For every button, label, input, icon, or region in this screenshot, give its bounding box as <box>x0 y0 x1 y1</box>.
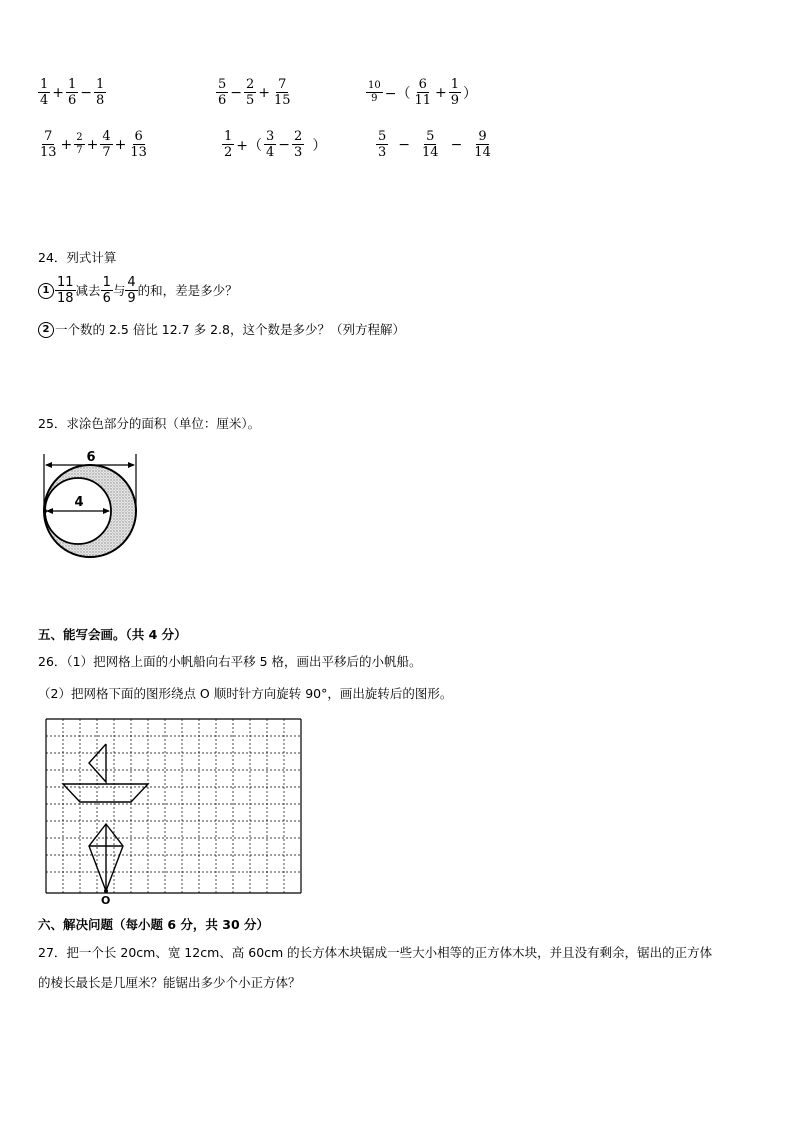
q26-part2: （2）把网格下面的图形绕点 O 顺时针方向旋转 90°，画出旋转后的图形。 <box>38 686 453 701</box>
expression-3: $\frac{10}{9}$ −（ $\frac{6}{11}$ + $\frac{1}{9}$ ） <box>368 77 478 108</box>
point-o-label: O <box>101 894 111 907</box>
kite-shape <box>89 824 123 891</box>
q24-title: 24．列式计算 <box>38 250 117 265</box>
fraction: $\frac{10}{9}$ <box>368 80 381 104</box>
fraction: $\frac{1}{9}$ <box>450 77 460 108</box>
fraction: $\frac{2}{7}$ <box>76 132 83 156</box>
fraction: $\frac{1}{6}$ <box>68 77 77 108</box>
q26-part1: 26．（1）把网格上面的小帆船向右平移 5 格，画出平移后的小帆船。 <box>38 654 422 669</box>
fraction: $\frac{3}{4}$ <box>266 129 275 160</box>
fraction: $\frac{6}{13}$ <box>130 129 147 160</box>
grid-figure <box>38 716 306 916</box>
q24-part2: 2 一个数的 2.5 倍比 12.7 多 2.8，这个数是多少？（列方程解） <box>38 321 405 339</box>
fraction: $\frac{1}{2}$ <box>224 129 233 160</box>
inner-label: 4 <box>74 495 84 510</box>
fraction: $\frac{5}{3}$ <box>378 129 387 160</box>
fraction: $\frac{6}{11}$ <box>414 77 432 108</box>
fraction: $\frac{2}{5}$ <box>246 77 255 108</box>
section-6-title: 六、解决问题（每小题 6 分，共 30 分） <box>38 917 270 932</box>
expression-1: $\frac{1}{4}$ + $\frac{1}{6}$ − $\frac{1}{8}$ <box>40 77 105 108</box>
point-o <box>104 889 108 893</box>
fraction: $\frac{4}{7}$ <box>102 129 111 160</box>
expression-5: $\frac{1}{2}$ +（ $\frac{3}{4}$ − $\frac{2}{3}$ ） <box>224 129 327 160</box>
expression-6: $\frac{5}{3}$ − $\frac{5}{14}$ − $\frac{9}{14}$ <box>378 129 491 160</box>
fraction: $\frac{5}{6}$ <box>218 77 227 108</box>
circled-number-1: 1 <box>38 283 54 299</box>
circled-number-2: 2 <box>38 322 54 338</box>
q27-line2: 的棱长最长是几厘米？能锯出多少个小正方体？ <box>38 975 301 990</box>
fraction: $\frac{9}{14}$ <box>474 129 491 160</box>
fraction: $\frac{1}{8}$ <box>96 77 105 108</box>
crescent-figure <box>38 446 150 578</box>
fraction: $\frac{7}{13}$ <box>40 129 57 160</box>
q24-part1: 1 $\frac{11}{18}$ 减去 $\frac{1}{6}$ 与 $\frac{4}{9}$ 的和，差是多少？ <box>38 276 238 305</box>
expression-2: $\frac{5}{6}$ − $\frac{2}{5}$ + $\frac{7}{15}$ <box>218 77 291 108</box>
fraction: $\frac{5}{14}$ <box>422 129 439 160</box>
fraction: $\frac{2}{3}$ <box>294 129 303 160</box>
q27-line1: 27．把一个长 20cm、宽 12cm、高 60cm 的长方体木块锯成一些大小相等的正方体木块，并且没有剩余，锯出的正方体 <box>38 945 713 960</box>
fraction: $\frac{7}{15}$ <box>274 77 291 108</box>
q25-title: 25．求涂色部分的面积（单位：厘米）。 <box>38 416 261 431</box>
outer-label: 6 <box>86 450 96 465</box>
expression-4: $\frac{7}{13}$ + $\frac{2}{7}$ + $\frac{4}{7}$ + $\frac{6}{13}$ <box>40 129 147 160</box>
grid <box>46 719 301 893</box>
section-5-title: 五、能写会画。（共 4 分） <box>38 627 187 642</box>
fraction: $\frac{1}{4}$ <box>40 77 49 108</box>
